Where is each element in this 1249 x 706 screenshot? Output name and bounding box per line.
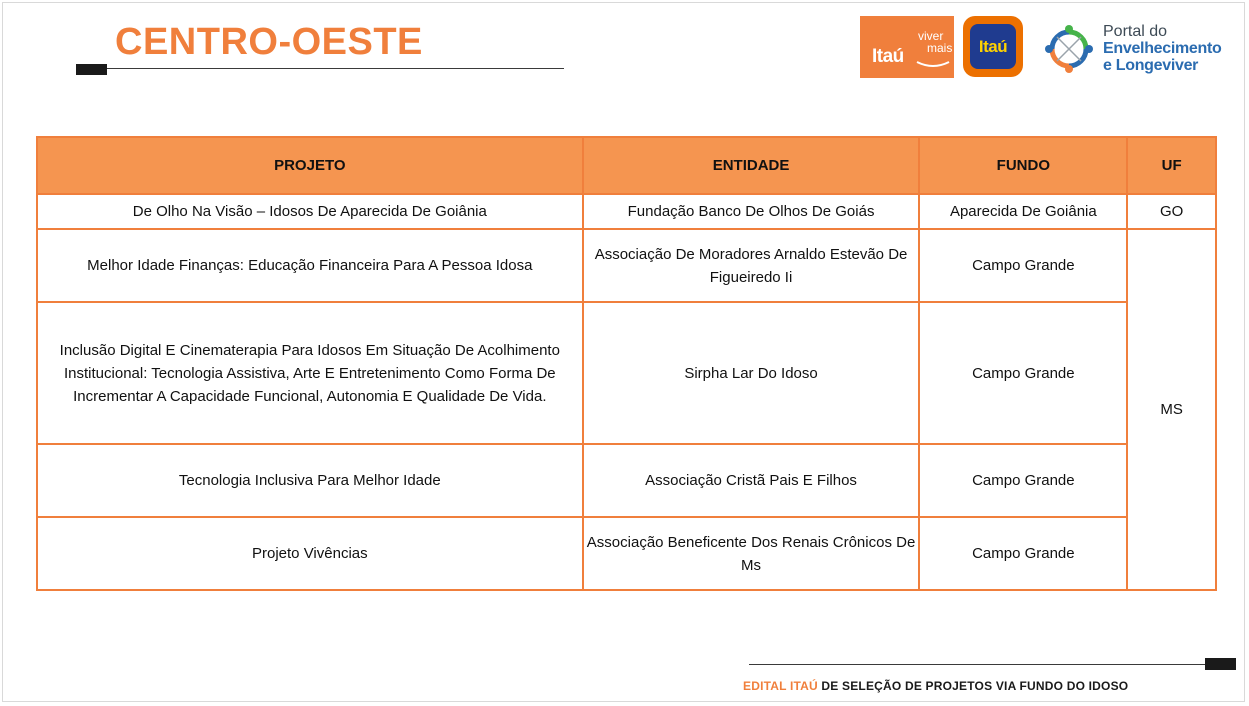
table-header-row [37, 137, 1216, 194]
cell-entidade: Associação Beneficente Dos Renais Crônicos De Ms [583, 517, 920, 590]
cell-projeto: Inclusão Digital E Cinematerapia Para Idosos Em Situação De Acolhimento Institucional: Tecnologia Assistiva, Arte E Entretenimento Como Forma De Incrementar A Capacidade Funcional, Autonomia E Qualidade De Vida. [37, 302, 583, 444]
title-underline [106, 68, 564, 69]
slide [2, 2, 1245, 702]
itau-mais-text: mais [927, 41, 953, 55]
table-row [37, 517, 1216, 590]
cell-projeto: Projeto Vivências [37, 517, 583, 590]
itau-viver-text: viver [918, 29, 944, 43]
network-people-icon [1039, 19, 1099, 79]
cell-projeto: De Olho Na Visão – Idosos De Aparecida De Goiânia [37, 194, 583, 229]
cell-fundo: Aparecida De Goiânia [919, 194, 1127, 229]
page-title: CENTRO-OESTE [115, 21, 423, 63]
itau-viver-mais-brand: Itaú [872, 46, 904, 67]
header-fundo: FUNDO [919, 137, 1127, 194]
footer-rest-text: DE SELEÇÃO DE PROJETOS VIA FUNDO DO IDOSO [817, 679, 1129, 693]
cell-entidade: Fundação Banco De Olhos De Goiás [583, 194, 920, 229]
cell-fundo: Campo Grande [919, 229, 1127, 302]
cell-entidade: Sirpha Lar Do Idoso [583, 302, 920, 444]
cell-uf: GO [1127, 194, 1216, 229]
itau-logo-text: Itaú [970, 24, 1016, 69]
smile-curve-icon [915, 60, 951, 70]
portal-logo-line1: Portal do [1103, 23, 1168, 40]
cell-fundo: Campo Grande [919, 517, 1127, 590]
cell-projeto: Tecnologia Inclusiva Para Melhor Idade [37, 444, 583, 517]
cell-fundo: Campo Grande [919, 444, 1127, 517]
header-entidade: ENTIDADE [583, 137, 920, 194]
cell-uf: MS [1127, 229, 1216, 590]
cell-fundo: Campo Grande [919, 302, 1127, 444]
cell-entidade: Associação De Moradores Arnaldo Estevão De Figueiredo Ii [583, 229, 920, 302]
table-row [37, 444, 1216, 517]
itau-logo [963, 16, 1023, 77]
itau-viver-mais-logo [860, 16, 954, 78]
table-row [37, 229, 1216, 302]
portal-logo-line2: Envelhecimento [1103, 40, 1222, 57]
projects-table [36, 136, 1217, 591]
footer-accent-block [1205, 658, 1236, 670]
title-accent-block [76, 64, 107, 75]
cell-entidade: Associação Cristã Pais E Filhos [583, 444, 920, 517]
footer-caption [743, 679, 1128, 693]
table-row [37, 194, 1216, 229]
footer-accent-text: EDITAL ITAÚ [743, 679, 818, 693]
table-row [37, 302, 1216, 444]
header-projeto: PROJETO [37, 137, 583, 194]
portal-envelhecimento-logo [1039, 19, 1239, 79]
footer-rule [749, 664, 1207, 665]
cell-projeto: Melhor Idade Finanças: Educação Financeira Para A Pessoa Idosa [37, 229, 583, 302]
header-uf: UF [1127, 137, 1216, 194]
portal-logo-line3: e Longeviver [1103, 57, 1199, 74]
